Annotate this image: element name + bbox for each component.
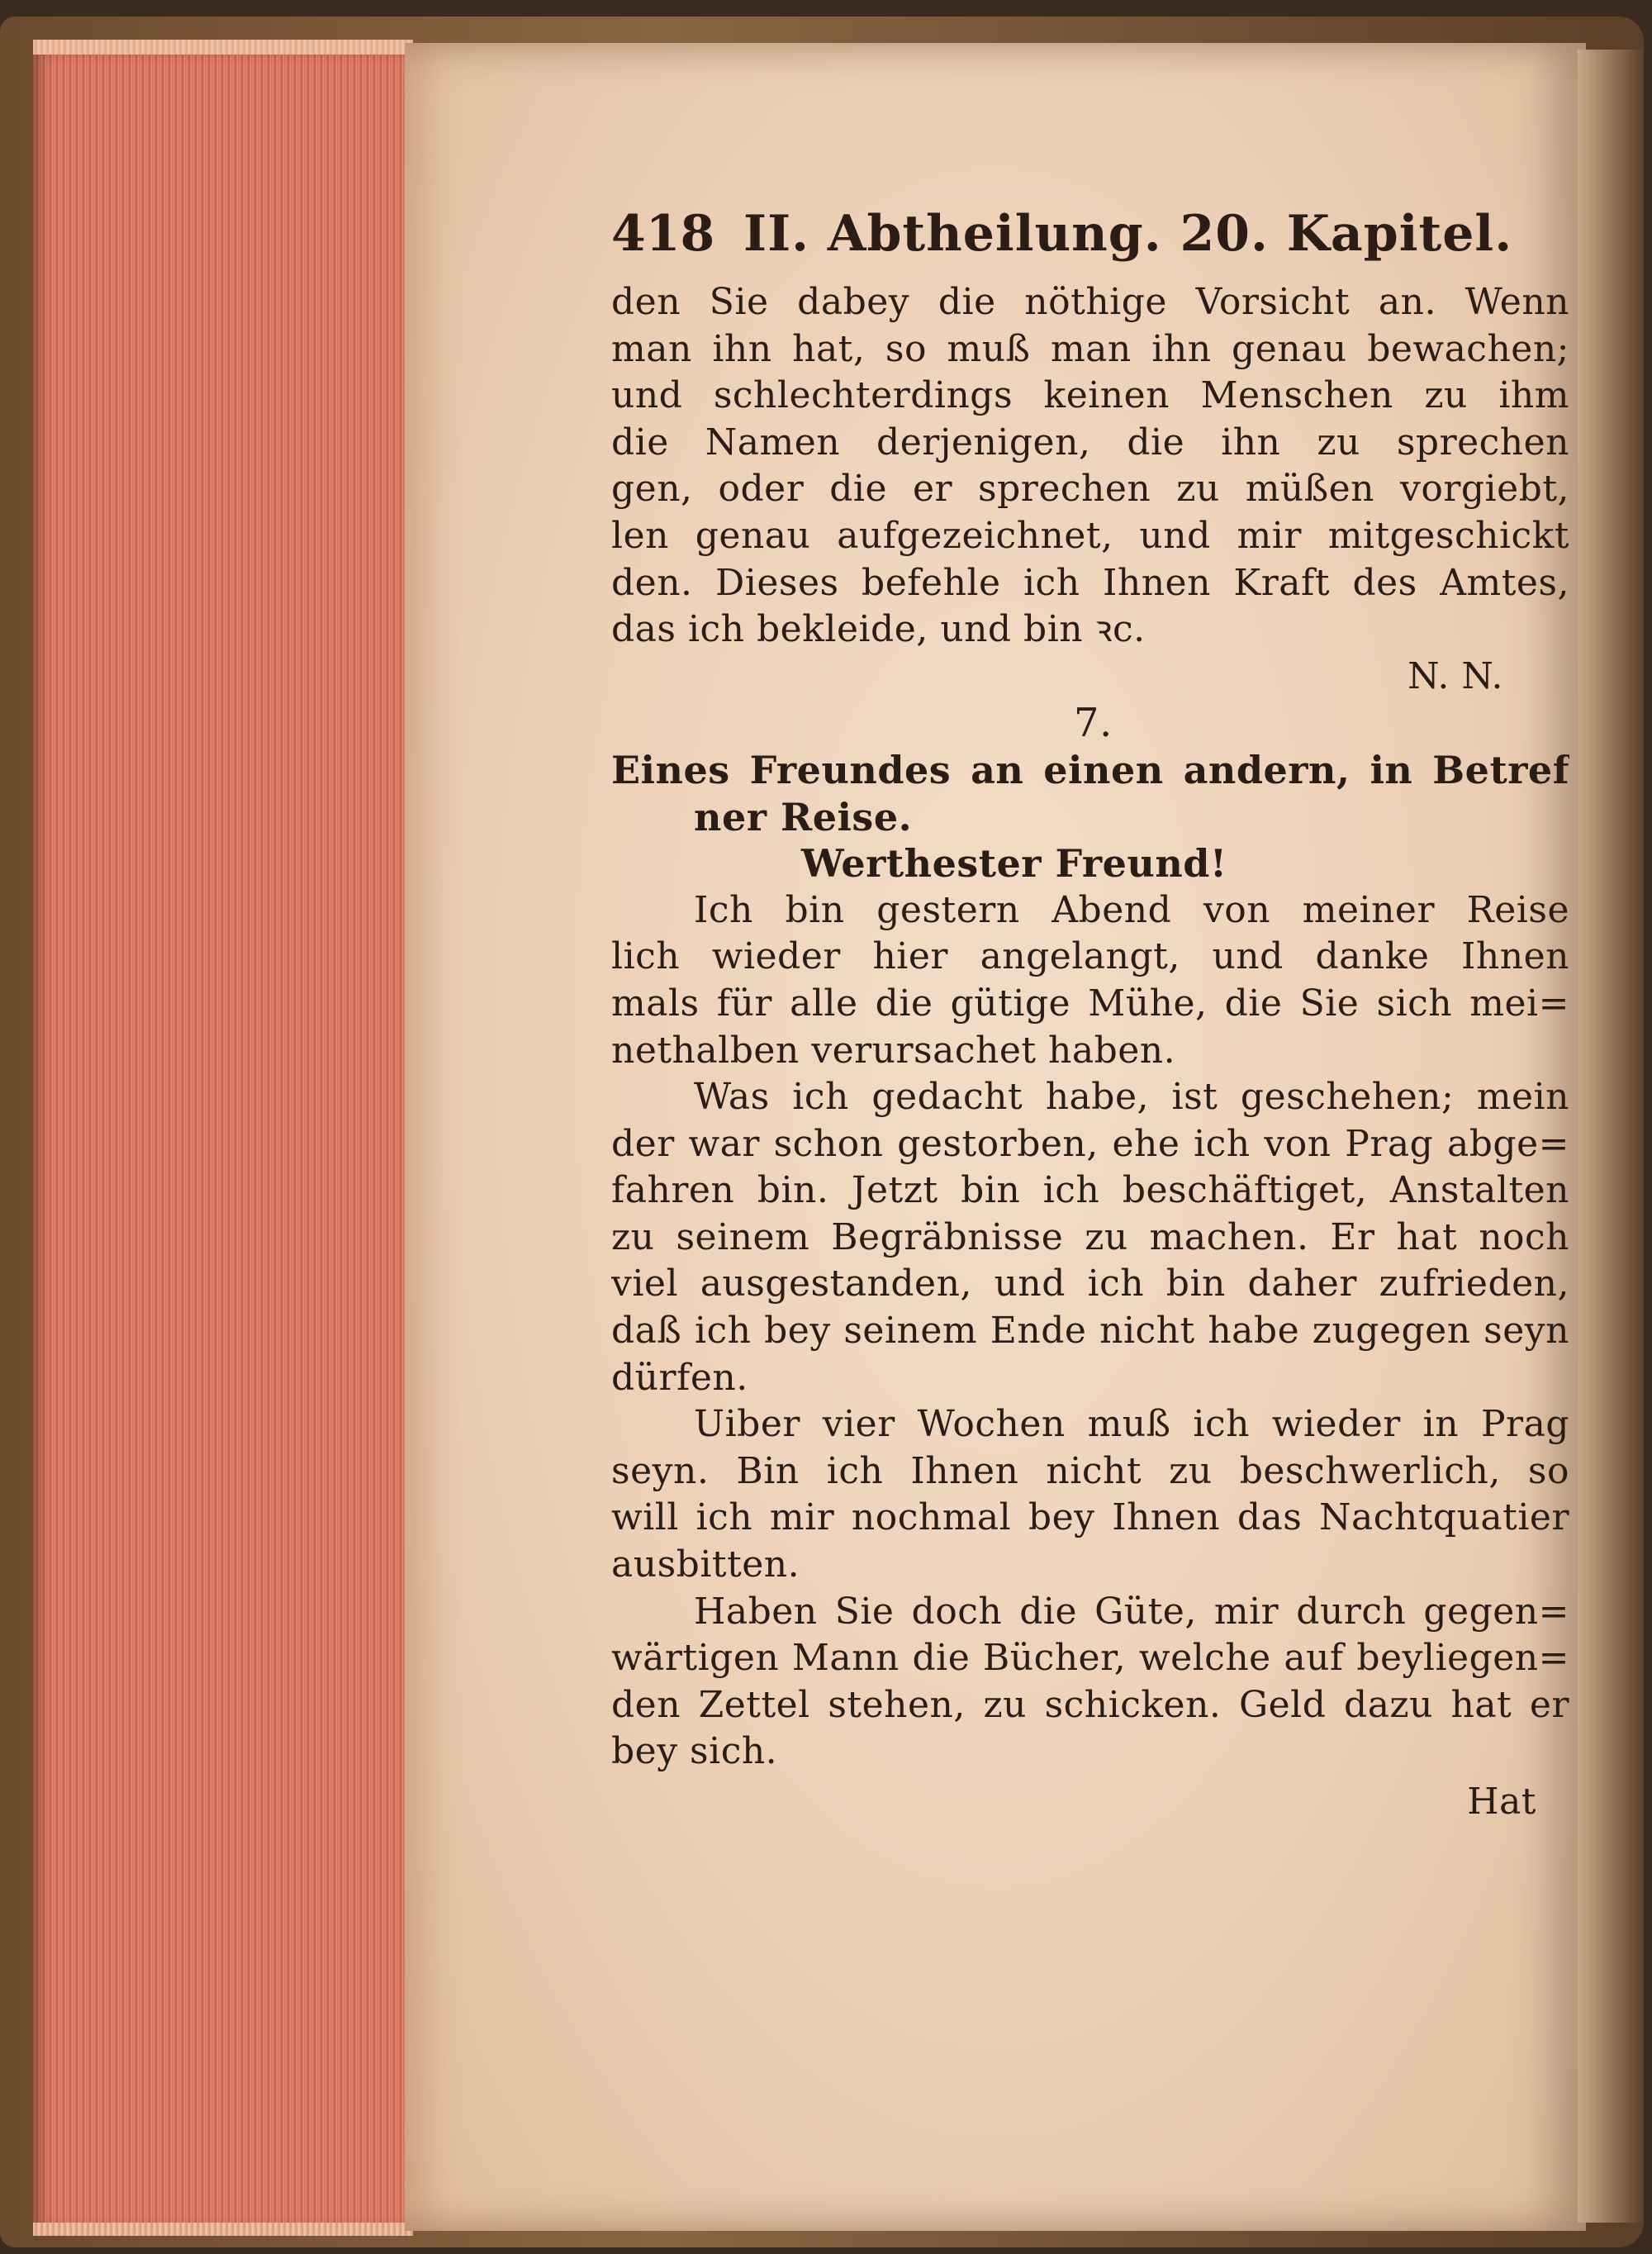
page-edges-top (33, 40, 413, 55)
signature: N. N. (1408, 654, 1503, 697)
catchword: Hat (1467, 1781, 1536, 1823)
letter-line: mals für alle die gütige Mühe, die Sie sich mei= (611, 982, 1569, 1025)
letter-line: ausbitten. (611, 1543, 800, 1586)
letter-line: dürfen. (611, 1356, 748, 1399)
letter-line: Ich bin gestern Abend von meiner Reise (694, 888, 1569, 931)
page-edges-red (33, 50, 413, 2231)
letter-line: wärtigen Mann die Bücher, welche auf beyliegen= (611, 1637, 1569, 1680)
letter-line: viel ausgestanden, und ich bin daher zufrieden, (611, 1263, 1569, 1305)
letter-line: nethalben verursachet haben. (611, 1029, 1176, 1072)
letter-line: fahren bin. Jetzt bin ich beschäftiget, Anstalten (611, 1169, 1569, 1212)
body-line: das ich bekleide, und bin ꝛc. (611, 608, 1146, 651)
salutation: Werthester Freund! (801, 841, 1227, 887)
letter-line: will ich mir nochmal bey Ihnen das Nachtquatier (611, 1496, 1569, 1539)
letter-line: den Zettel stehen, zu schicken. Geld dazu hat er (611, 1683, 1569, 1726)
letter-line: bey sich. (611, 1730, 778, 1773)
body-line: man ihn hat, so muß man ihn genau bewachen; (611, 327, 1569, 370)
letter-line: der war schon gestorben, ehe ich von Prag abge= (611, 1122, 1569, 1165)
body-line: len genau aufgezeichnet, und mir mitgeschickt (611, 514, 1569, 557)
running-head: II. Abtheilung. 20. Kapitel. (743, 205, 1513, 263)
letter-heading-continued: ner Reise. (694, 794, 913, 839)
letter-body (611, 887, 1569, 1776)
body-line: gen, oder die er sprechen zu müßen vorgiebt, (611, 468, 1569, 511)
page-header (611, 205, 1569, 279)
body-line: die Namen derjenigen, die ihn zu sprechen (611, 421, 1569, 464)
letter-line: lich wieder hier angelangt, und danke Ihnen (611, 935, 1569, 978)
letter-line: zu seinem Begräbnisse zu machen. Er hat noch (611, 1215, 1569, 1258)
body-text (611, 279, 1569, 654)
letter-number: 7. (1074, 700, 1113, 747)
body-line: den Sie dabey die nöthige Vorsicht an. Wenn (611, 281, 1569, 323)
page-gutter (1578, 50, 1644, 2223)
letter-heading: Eines Freundes an einen andern, in Betref (611, 747, 1569, 792)
body-line: den. Dieses befehle ich Ihnen Kraft des Amtes, (611, 561, 1569, 604)
letter-line: Was ich gedacht habe, ist geschehen; mein (694, 1076, 1569, 1119)
body-line: und schlechterdings keinen Menschen zu ihm (611, 374, 1569, 417)
page-text (611, 205, 1569, 1826)
page-number: 418 (611, 205, 715, 263)
letter-line: daß ich bey seinem Ende nicht habe zugegen seyn (611, 1310, 1569, 1353)
letter-line: seyn. Bin ich Ihnen nicht zu beschwerlich, so (611, 1449, 1569, 1492)
letter-line: Haben Sie doch die Güte, mir durch gegen= (694, 1590, 1569, 1633)
letter-line: Uiber vier Wochen muß ich wieder in Prag (694, 1403, 1569, 1446)
page-edges-bottom (33, 2223, 413, 2236)
